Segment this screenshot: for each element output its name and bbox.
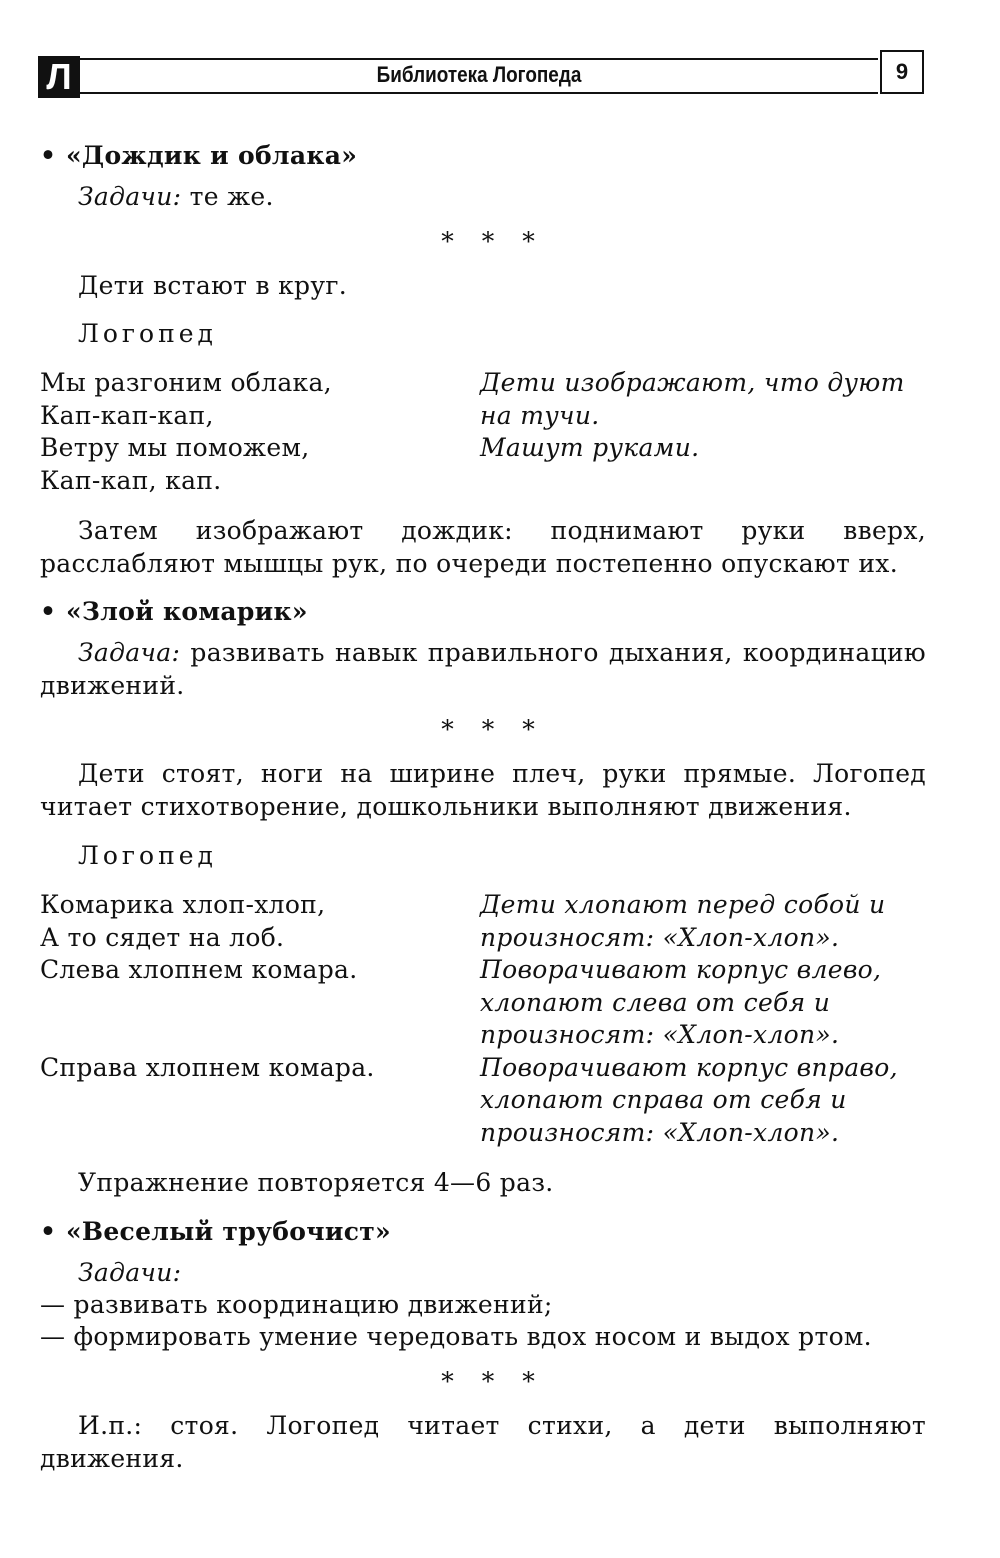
section-divider-stars: * * *: [441, 715, 545, 744]
page-header: [38, 50, 924, 98]
section-divider-stars: * * *: [441, 1367, 545, 1396]
exercise-title-1: • «Дождик и облака»: [40, 140, 926, 173]
section-divider-stars: * * *: [441, 227, 545, 256]
library-logo: Л: [38, 56, 80, 98]
exercise-after-1: Затем изображают дождик: поднимают руки вверх, расслабляют мышцы рук, по очереди постепенно опускают их.: [40, 516, 926, 578]
exercise-tasks-2: Задача: развивать навык правильного дыхания, координацию движений.: [40, 638, 926, 700]
exercise-after-2: Упражнение повторяется 4—6 раз.: [78, 1168, 554, 1197]
speaker-label: Логопед: [78, 841, 217, 870]
bullet-icon: •: [40, 1217, 57, 1246]
exercise-tasks-label-3: Задачи:: [78, 1258, 182, 1287]
header-title: Библиотека Логопеда: [376, 62, 582, 87]
exercise-intro-3: И.п.: стоя. Логопед читает стихи, а дети выполняют движения.: [40, 1411, 926, 1473]
exercise-title-3: • «Веселый трубочист»: [40, 1216, 926, 1249]
bullet-icon: •: [40, 141, 57, 170]
verse-text: Комарика хлоп-хлоп, А то сядет на лоб. Слева хлопнем комара. Справа хлопнем комара.: [40, 890, 375, 1082]
header-rule-bottom: [80, 92, 878, 94]
exercise-tasks-1: Задачи: те же.: [78, 182, 274, 211]
task-item: — формировать умение чередовать вдох носом и выдох ртом.: [40, 1322, 872, 1351]
exercise-intro-1: Дети встают в круг.: [78, 271, 348, 300]
verse-actions: Дети хлопают перед собой и произносят: «Хлоп-хлоп». Поворачивают корпус влево, хлопают слева от себя и произносят: «Хлоп-хлоп». Поворачивают корпус вправо, хлопают справа от себя и произносят: «Хлоп-хлоп».: [480, 890, 898, 1147]
verse-table-1: [40, 367, 926, 497]
verse-text: Мы разгоним облака, Кап-кап-кап, Ветру мы поможем, Кап-кап, кап.: [40, 368, 332, 495]
exercise-title-2: • «Злой комарик»: [40, 596, 926, 629]
task-item: — развивать координацию движений;: [40, 1290, 553, 1319]
verse-actions: Дети изображают, что дуют на тучи. Машут руками.: [480, 368, 905, 462]
exercise-intro-2: Дети стоят, ноги на ширине плеч, руки прямые. Логопед читает стихотворение, дошкольники выполняют движения.: [40, 759, 926, 821]
verse-table-2: [40, 889, 926, 1149]
page-number: 9: [880, 50, 924, 94]
bullet-icon: •: [40, 597, 57, 626]
speaker-label: Логопед: [78, 319, 217, 348]
